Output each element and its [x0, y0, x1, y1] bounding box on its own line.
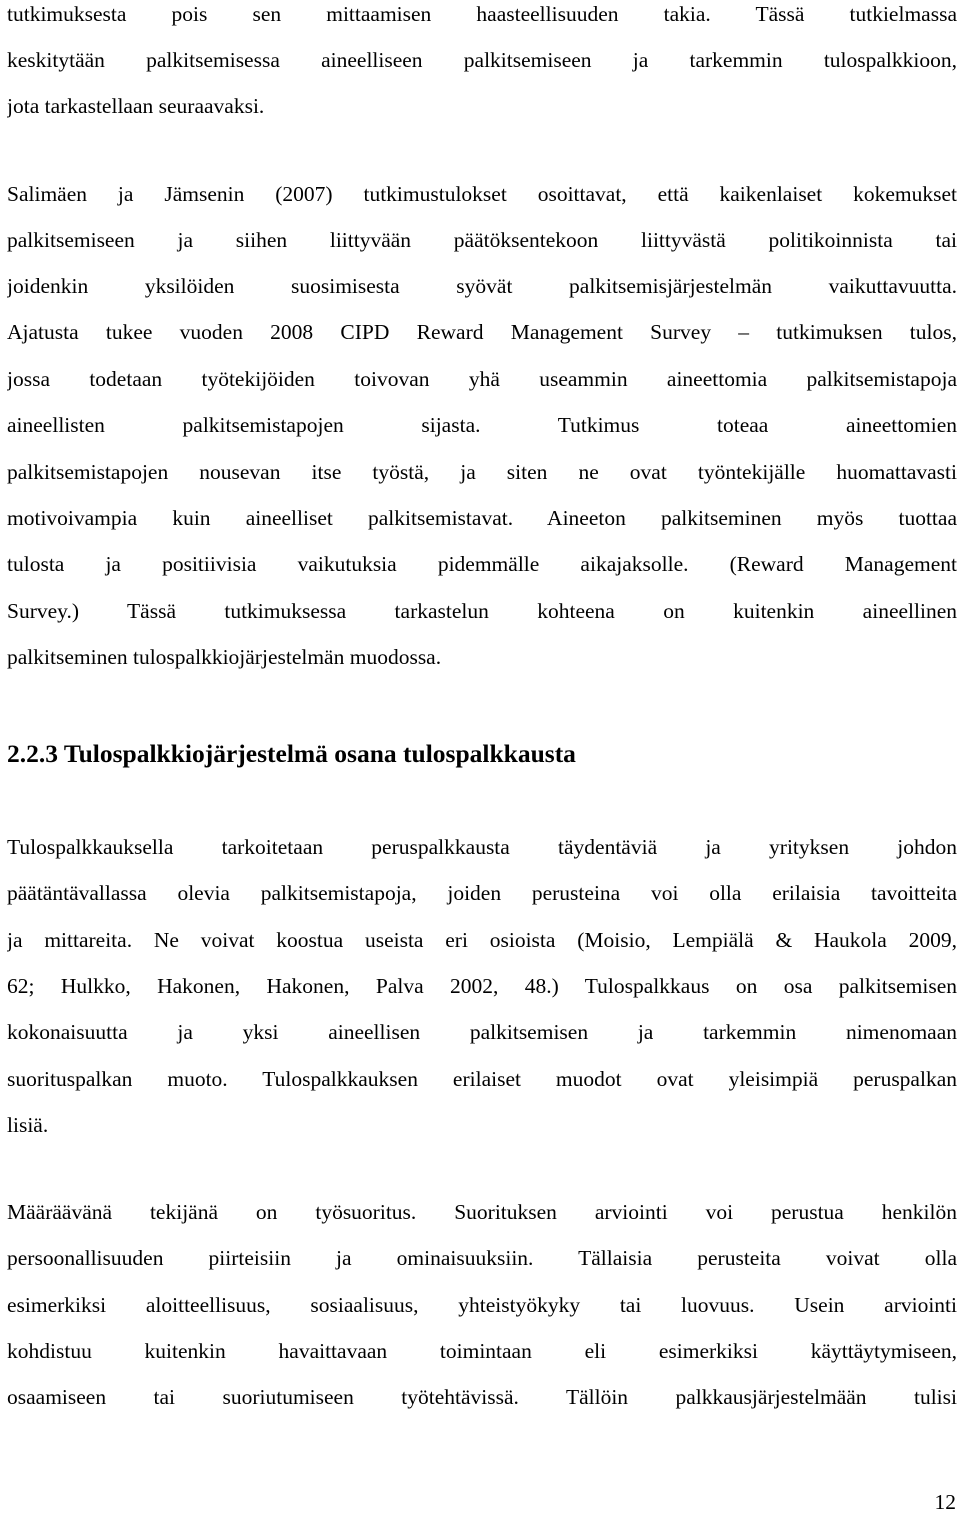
text-line: aineellisten palkitsemistapojen sijasta. Tutkimus toteaa aineettomien: [7, 413, 957, 437]
text-line: persoonallisuuden piirteisiin ja ominaisuuksiin. Tällaisia perusteita voivat olla: [7, 1246, 957, 1270]
text-line: jota tarkastellaan seuraavaksi.: [7, 94, 265, 118]
text-line: Määräävänä tekijänä on työsuoritus. Suorituksen arviointi voi perustua henkilön: [7, 1200, 957, 1224]
text-line: palkitseminen tulospalkkiojärjestelmän muodossa.: [7, 645, 442, 669]
text-line: Ajatusta tukee vuoden 2008 CIPD Reward Management Survey – tutkimuksen tulos,: [7, 320, 957, 344]
text-line: lisiä.: [7, 1113, 49, 1137]
text-line: esimerkiksi aloitteellisuus, sosiaalisuus, yhteistyökyky tai luovuus. Usein arviointi: [7, 1293, 957, 1317]
text-line: palkitsemiseen ja siihen liittyvään päätöksentekoon liittyvästä politikoinnista tai: [7, 228, 957, 252]
text-line: tutkimuksesta pois sen mittaamisen haasteellisuuden takia. Tässä tutkielmassa: [7, 2, 957, 26]
text-line: Salimäen ja Jämsenin (2007) tutkimustulokset osoittavat, että kaikenlaiset kokemukset: [7, 182, 957, 206]
text-line: osaamiseen tai suoriutumiseen työtehtävissä. Tällöin palkkausjärjestelmään tulisi: [7, 1385, 957, 1409]
page-number: 12: [934, 1490, 956, 1514]
text-line: Tulospalkkauksella tarkoitetaan peruspalkkausta täydentäviä ja yrityksen johdon: [7, 835, 957, 859]
text-line: joidenkin yksilöiden suosimisesta syövät palkitsemisjärjestelmän vaikuttavuutta.: [7, 274, 957, 298]
text-line: motivoivampia kuin aineelliset palkitsemistavat. Aineeton palkitseminen myös tuottaa: [7, 506, 957, 530]
text-line: kohdistuu kuitenkin havaittavaan toimintaan eli esimerkiksi käyttäytymiseen,: [7, 1339, 957, 1363]
text-line: palkitsemistapojen nousevan itse työstä, ja siten ne ovat työntekijälle huomattavasti: [7, 460, 957, 484]
text-line: päätäntävallassa olevia palkitsemistapoja, joiden perusteina voi olla erilaisia tavoitteita: [7, 881, 957, 905]
text-line: ja mittareita. Ne voivat koostua useista eri osioista (Moisio, Lempiälä & Haukola 2009,: [7, 928, 957, 952]
text-line: jossa todetaan työtekijöiden toivovan yhä useammin aineettomia palkitsemistapoja: [7, 367, 957, 391]
section-heading: 2.2.3 Tulospalkkiojärjestelmä osana tulospalkkausta: [7, 739, 576, 768]
text-line: kokonaisuutta ja yksi aineellisen palkitsemisen ja tarkemmin nimenomaan: [7, 1020, 957, 1044]
text-line: tulosta ja positiivisia vaikutuksia pidemmälle aikajaksolle. (Reward Management: [7, 552, 957, 576]
text-line: keskitytään palkitsemisessa aineelliseen palkitsemiseen ja tarkemmin tulospalkkioon,: [7, 48, 957, 72]
text-line: suorituspalkan muoto. Tulospalkkauksen erilaiset muodot ovat yleisimpiä peruspalkan: [7, 1067, 957, 1091]
text-line: 62; Hulkko, Hakonen, Hakonen, Palva 2002, 48.) Tulospalkkaus on osa palkitsemisen: [7, 974, 957, 998]
text-line: Survey.) Tässä tutkimuksessa tarkastelun kohteena on kuitenkin aineellinen: [7, 599, 957, 623]
